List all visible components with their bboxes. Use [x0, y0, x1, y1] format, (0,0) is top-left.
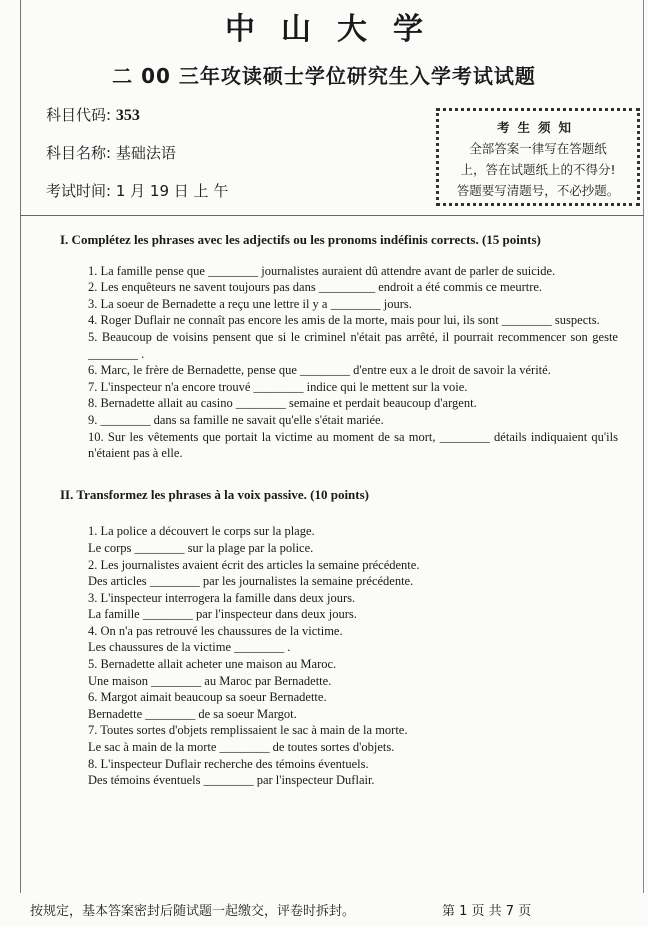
subject-name-row — [46, 142, 176, 163]
answer-line: Les chaussures de la victime ________ . — [88, 640, 291, 655]
question-line: 8. L'inspecteur Duflair recherche des témoins éventuels. — [88, 756, 369, 771]
candidate-notice-box — [436, 108, 640, 206]
question-line: 2. Les enquêteurs ne savent toujours pas dans _________ endroit a été commis ce meurtre. — [88, 280, 543, 295]
section-1-title: I. Complétez les phrases avec les adjectifs ou les pronoms indéfinis corrects. (15 points) — [60, 232, 541, 247]
notice-line: 全部答案一律写在答题纸 — [469, 141, 607, 156]
university-name: 中山大学 — [225, 12, 449, 47]
section-1-questions — [88, 263, 618, 462]
exam-time-label: 考试时间: — [46, 182, 112, 200]
footer-note: 按规定，基本答案密封后随试题一起缴交，评卷时拆封。 — [30, 904, 356, 919]
question-line: 1. La police a découvert le corps sur la plage. — [88, 524, 315, 539]
exam-content — [60, 226, 618, 789]
subject-code-label: 科目代码: — [46, 106, 112, 124]
question-line: 10. Sur les vêtements que portait la victime au moment de sa mort, ________ détails indiquaient qu'ils n'étaient pas à elle. — [88, 429, 618, 461]
answer-line: Bernadette ________ de sa soeur Margot. — [88, 706, 297, 721]
question-line: 5. Bernadette allait acheter une maison au Maroc. — [88, 657, 337, 672]
page-footer — [30, 900, 630, 919]
question-line: 6. Marc, le frère de Bernadette, pense que ________ d'entre eux a le droit de savoir la vérité. — [88, 363, 551, 378]
answer-line: Des témoins éventuels ________ par l'inspecteur Duflair. — [88, 773, 375, 788]
question-line: 8. Bernadette allait au casino ________ semaine et perdait beaucoup d'argent. — [88, 396, 477, 411]
exam-title: 二 00 三年攻读硕士学位研究生入学考试试题 — [112, 64, 536, 88]
exam-time: 1 月 19 日 上 午 — [115, 182, 229, 200]
notice-title: 考生须知 — [496, 120, 579, 135]
subject-code-row — [46, 104, 140, 125]
answer-line: La famille ________ par l'inspecteur dans deux jours. — [88, 607, 357, 622]
answer-line: Des articles ________ par les journalistes la semaine précédente. — [88, 574, 414, 589]
question-line: 5. Beaucoup de voisins pensent que si le criminel n'était pas arrêté, il pourrait recommencer son geste ________ . — [88, 329, 618, 361]
question-line: 7. L'inspecteur n'a encore trouvé ________ indice qui le mettent sur la voie. — [88, 379, 468, 394]
page-number: 第 1 页 共 7 页 — [442, 904, 532, 919]
question-line: 6. Margot aimait beaucoup sa soeur Bernadette. — [88, 690, 327, 705]
question-line: 7. Toutes sortes d'objets remplissaient le sac à main de la morte. — [88, 723, 408, 738]
notice-line: 答题要写清题号，不必抄题。 — [456, 183, 620, 198]
question-line: 4. Roger Duflair ne connaît pas encore les amis de la morte, mais pour lui, ils sont ________ suspects. — [88, 313, 600, 328]
question-line: 2. Les journalistes avaient écrit des articles la semaine précédente. — [88, 557, 420, 572]
header-divider — [20, 215, 644, 216]
exam-time-row — [46, 180, 228, 201]
section-2-questions — [88, 523, 618, 789]
section-2-title: II. Transformez les phrases à la voix passive. (10 points) — [60, 486, 369, 502]
question-line: 3. La soeur de Bernadette a reçu une lettre il y a ________ jours. — [88, 296, 412, 311]
subject-name-label: 科目名称: — [46, 144, 112, 162]
answer-line: Le sac à main de la morte ________ de toutes sortes d'objets. — [88, 740, 395, 755]
question-line: 9. ________ dans sa famille ne savait qu'elle s'était mariée. — [88, 412, 384, 427]
subject-code: 353 — [115, 107, 140, 124]
notice-line: 上，答在试题纸上的不得分! — [460, 162, 616, 177]
question-line: 1. La famille pense que ________ journalistes auraient dû attendre avant de parler de suicide. — [88, 263, 556, 278]
question-line: 4. On n'a pas retrouvé les chaussures de la victime. — [88, 623, 343, 638]
answer-line: Une maison ________ au Maroc par Bernadette. — [88, 673, 332, 688]
question-line: 3. L'inspecteur interrogera la famille dans deux jours. — [88, 590, 356, 605]
answer-line: Le corps ________ sur la plage par la police. — [88, 540, 314, 555]
subject-name: 基础法语 — [115, 144, 176, 162]
